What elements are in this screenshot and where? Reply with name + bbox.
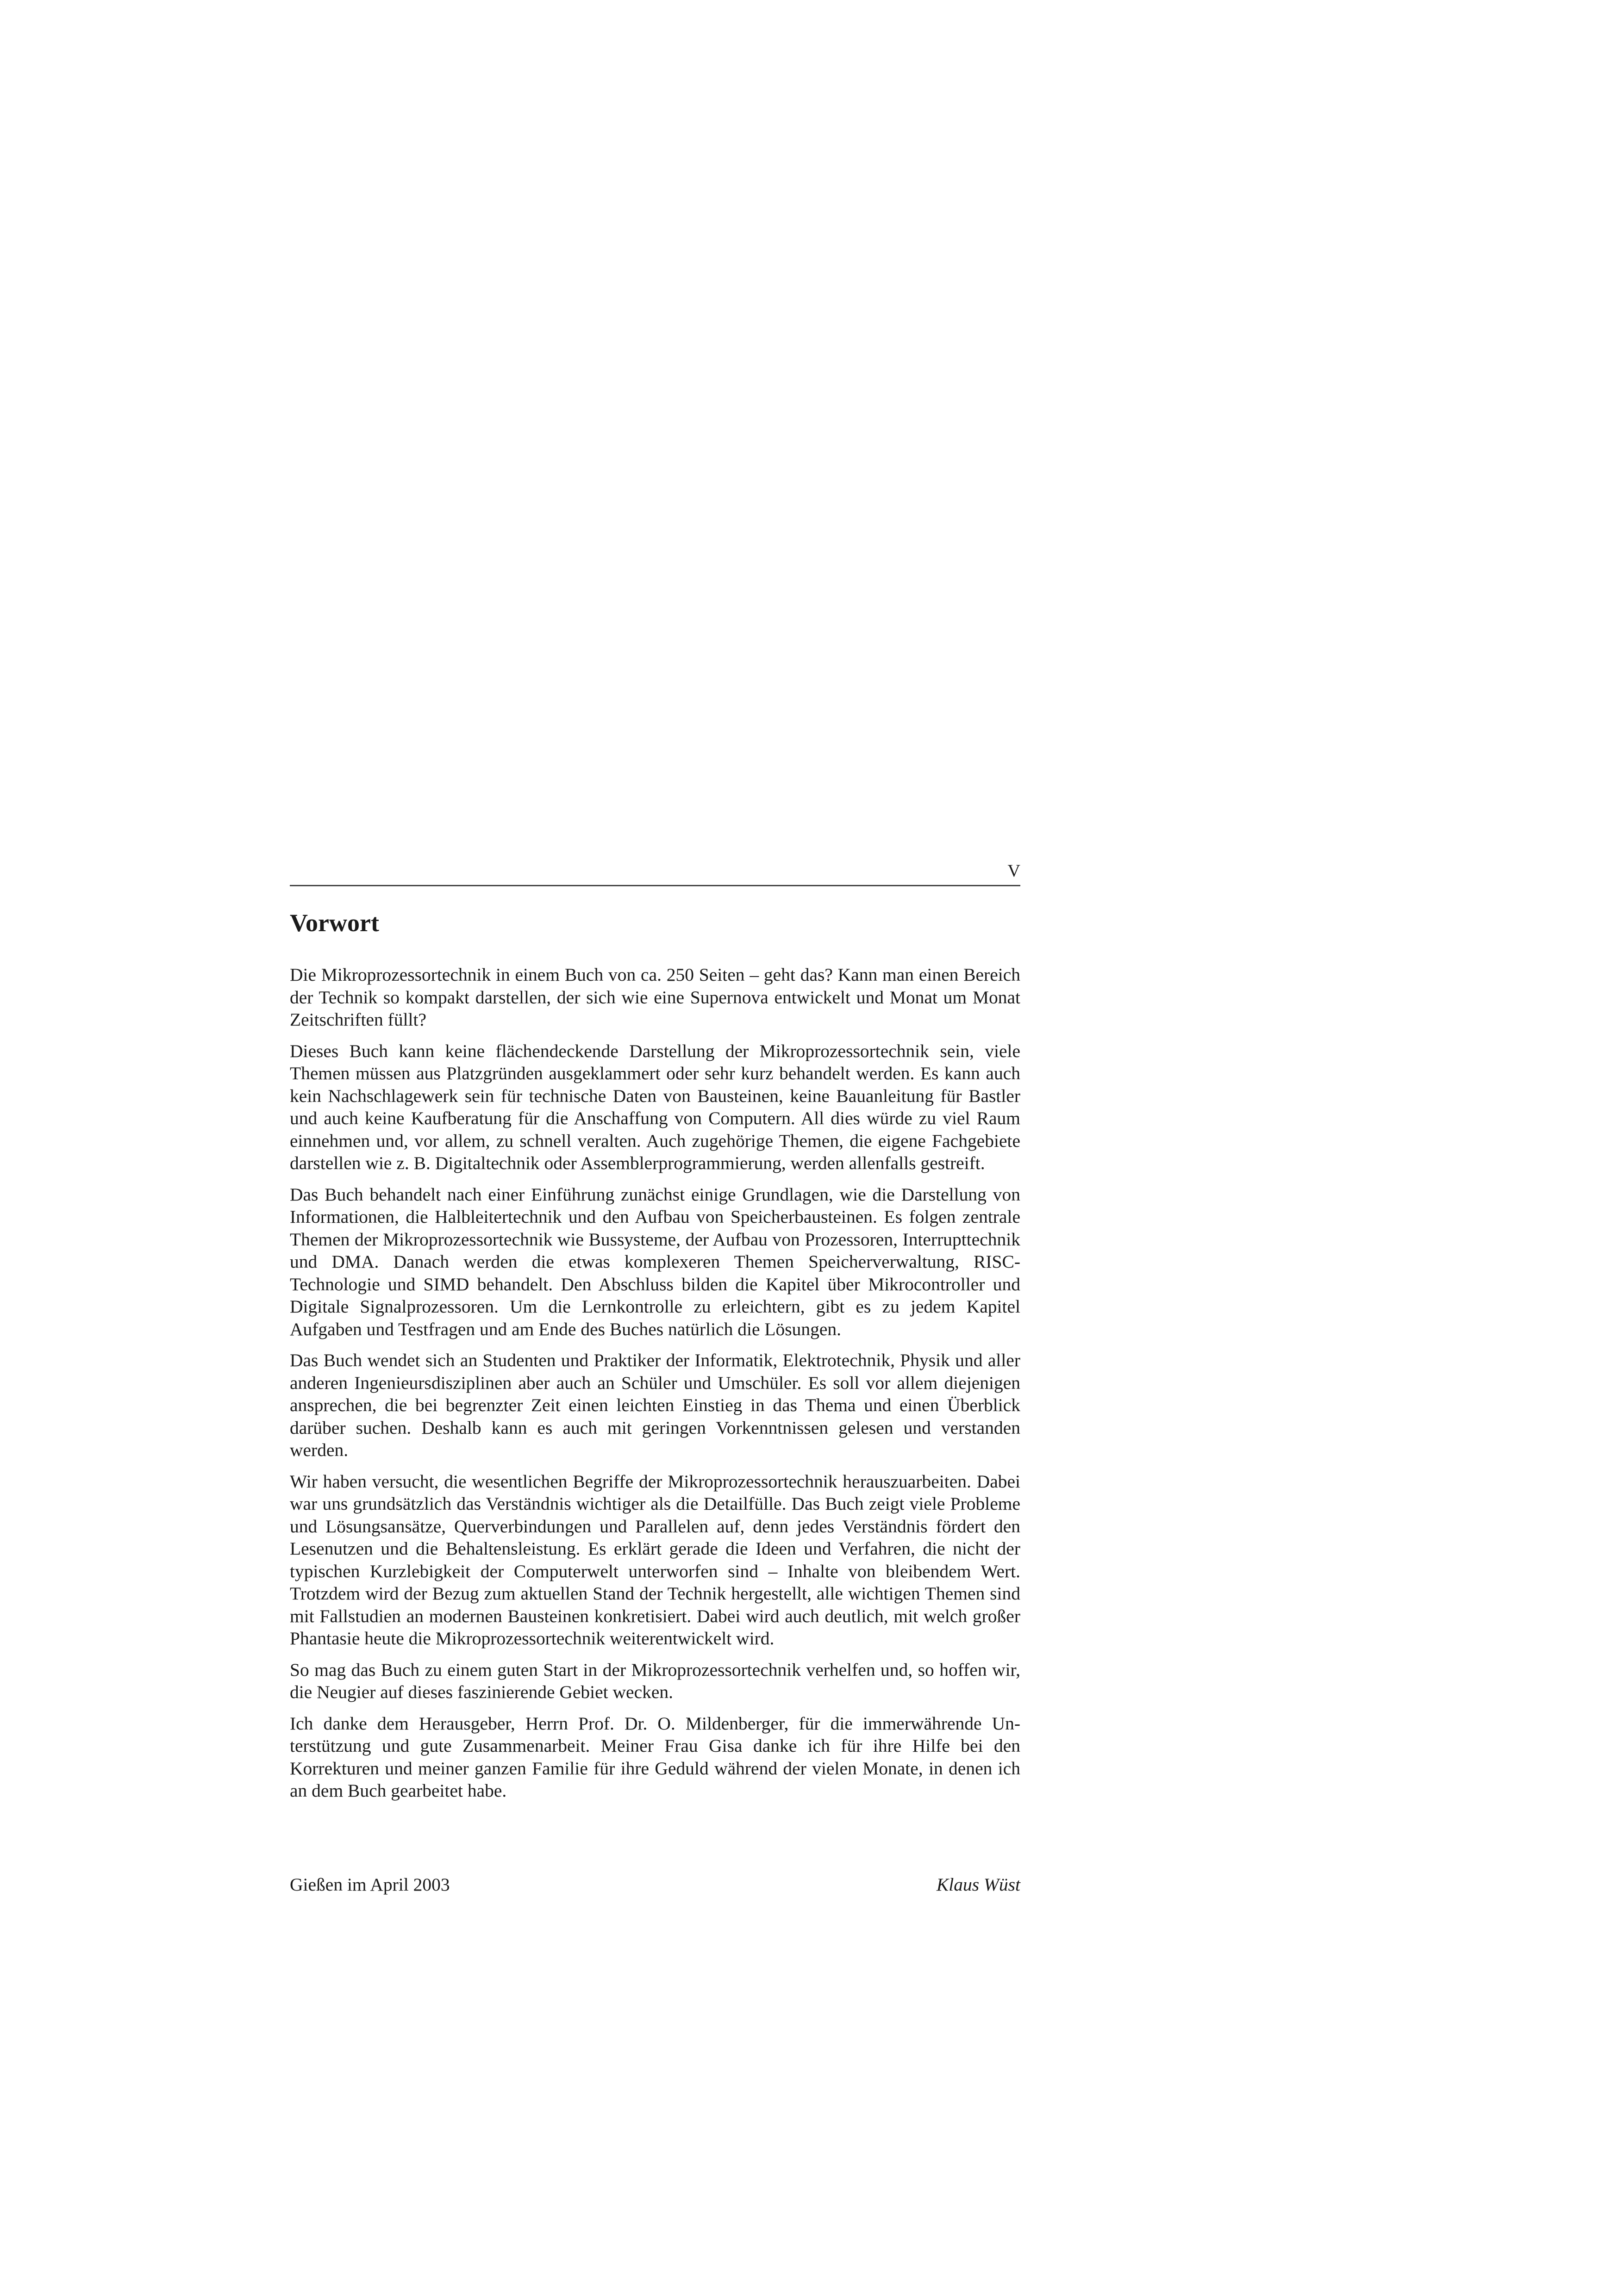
paragraph: Das Buch wendet sich an Studenten und Praktiker der Informatik, Elektrotechnik, Physik und aller anderen Ingenieursdisziplinen aber auch an Schüler und Umschüler. Es soll vor allem diejenigen ansprechen, die bei begrenzter Zeit einen leichten Einstieg in das Thema und einen Überblick darüber suchen. Deshalb kann es auch mit geringen Vorkenntnissen gelesen und verstanden werden. [290,1350,1020,1460]
chapter-title: Vorwort [290,909,379,937]
paragraph: Das Buch behandelt nach einer Einführung zunächst einige Grundlagen, wie die Darstellung von Informationen, die Halbleitertechnik und den Aufbau von Speicherbausteinen. Es folgen zentrale Themen der Mikroprozessortechnik wie Bussysteme, der Aufbau von Prozessoren, Interrupttechnik und DMA. Danach werden die etwas komplexeren Themen Speicherverwaltung, RISC-Technologie und SIMD behandelt. Den Abschluss bilden die Kapitel über Mikrocontroller und Digitale Signalprozessoren. Um die Lernkontrolle zu erleichtern, gibt es zu jedem Kapitel Aufgaben und Testfragen und am Ende des Buches natürlich die Lösungen. [290,1184,1020,1339]
place-and-date: Gießen im April 2003 [290,1874,450,1895]
body-text [290,964,1020,1811]
closing-line [290,1873,1020,1897]
paragraph: Wir haben versucht, die wesentlichen Begriffe der Mikroprozessortechnik herauszuarbeiten. Dabei war uns grundsätzlich das Verständnis wichtiger als die Detailfülle. Das Buch zeigt viele Probleme und Lösungsansätze, Querverbindungen und Parallelen auf, denn jedes Verständnis fördert den Lesenutzen und die Behaltensleistung. Es erklärt gerade die Ideen und Verfahren, die nicht der typischen Kurzlebigkeit der Computerwelt unterworfen sind – Inhalte von bleibendem Wert. Trotzdem wird der Bezug zum aktuellen Stand der Technik hergestellt, alle wichtigen Themen sind mit Fallstudien an modernen Bausteinen konkretisiert. Dabei wird auch deutlich, mit welch großer Phantasie heute die Mikroprozessortechnik weiterentwickelt wird. [290,1471,1020,1649]
page-number: V [1007,861,1020,881]
paragraph: Dieses Buch kann keine flächendeckende Darstellung der Mikroprozessortechnik sein, viele Themen müssen aus Platzgründen ausgeklammert oder sehr kurz behandelt werden. Es kann auch kein Nachschlagewerk sein für technische Daten von Bausteinen, keine Bauanleitung für Bastler und auch keine Kaufberatung für die Anschaffung von Computern. All dies würde zu viel Raum einnehmen und, vor allem, zu schnell veralten. Auch zugehörige Themen, die eigene Fachgebiete darstellen wie z. B. Digitaltechnik oder Assemblerprogrammierung, werden allenfalls gestreift. [290,1040,1020,1173]
paragraph: Ich danke dem Herausgeber, Herrn Prof. Dr. O. Mildenberger, für die immerwährende Unterstützung und gute Zusammenarbeit. Meiner Frau Gisa danke ich für ihre Hilfe bei den Korrekturen und meiner ganzen Familie für ihre Geduld während der vielen Monate, in denen ich an dem Buch gearbeitet habe. [290,1713,1020,1801]
paragraph: Die Mikroprozessortechnik in einem Buch von ca. 250 Seiten – geht das? Kann man einen Bereich der Technik so kompakt darstellen, der sich wie eine Supernova entwickelt und Monat um Monat Zeitschriften füllt? [290,964,1020,1030]
author-signature: Klaus Wüst [936,1874,1020,1895]
paragraph: So mag das Buch zu einem guten Start in der Mikroprozessortechnik verhelfen und, so hoffen wir, die Neugier auf dieses faszinierende Gebiet wecken. [290,1659,1020,1702]
page-header [290,861,1020,886]
